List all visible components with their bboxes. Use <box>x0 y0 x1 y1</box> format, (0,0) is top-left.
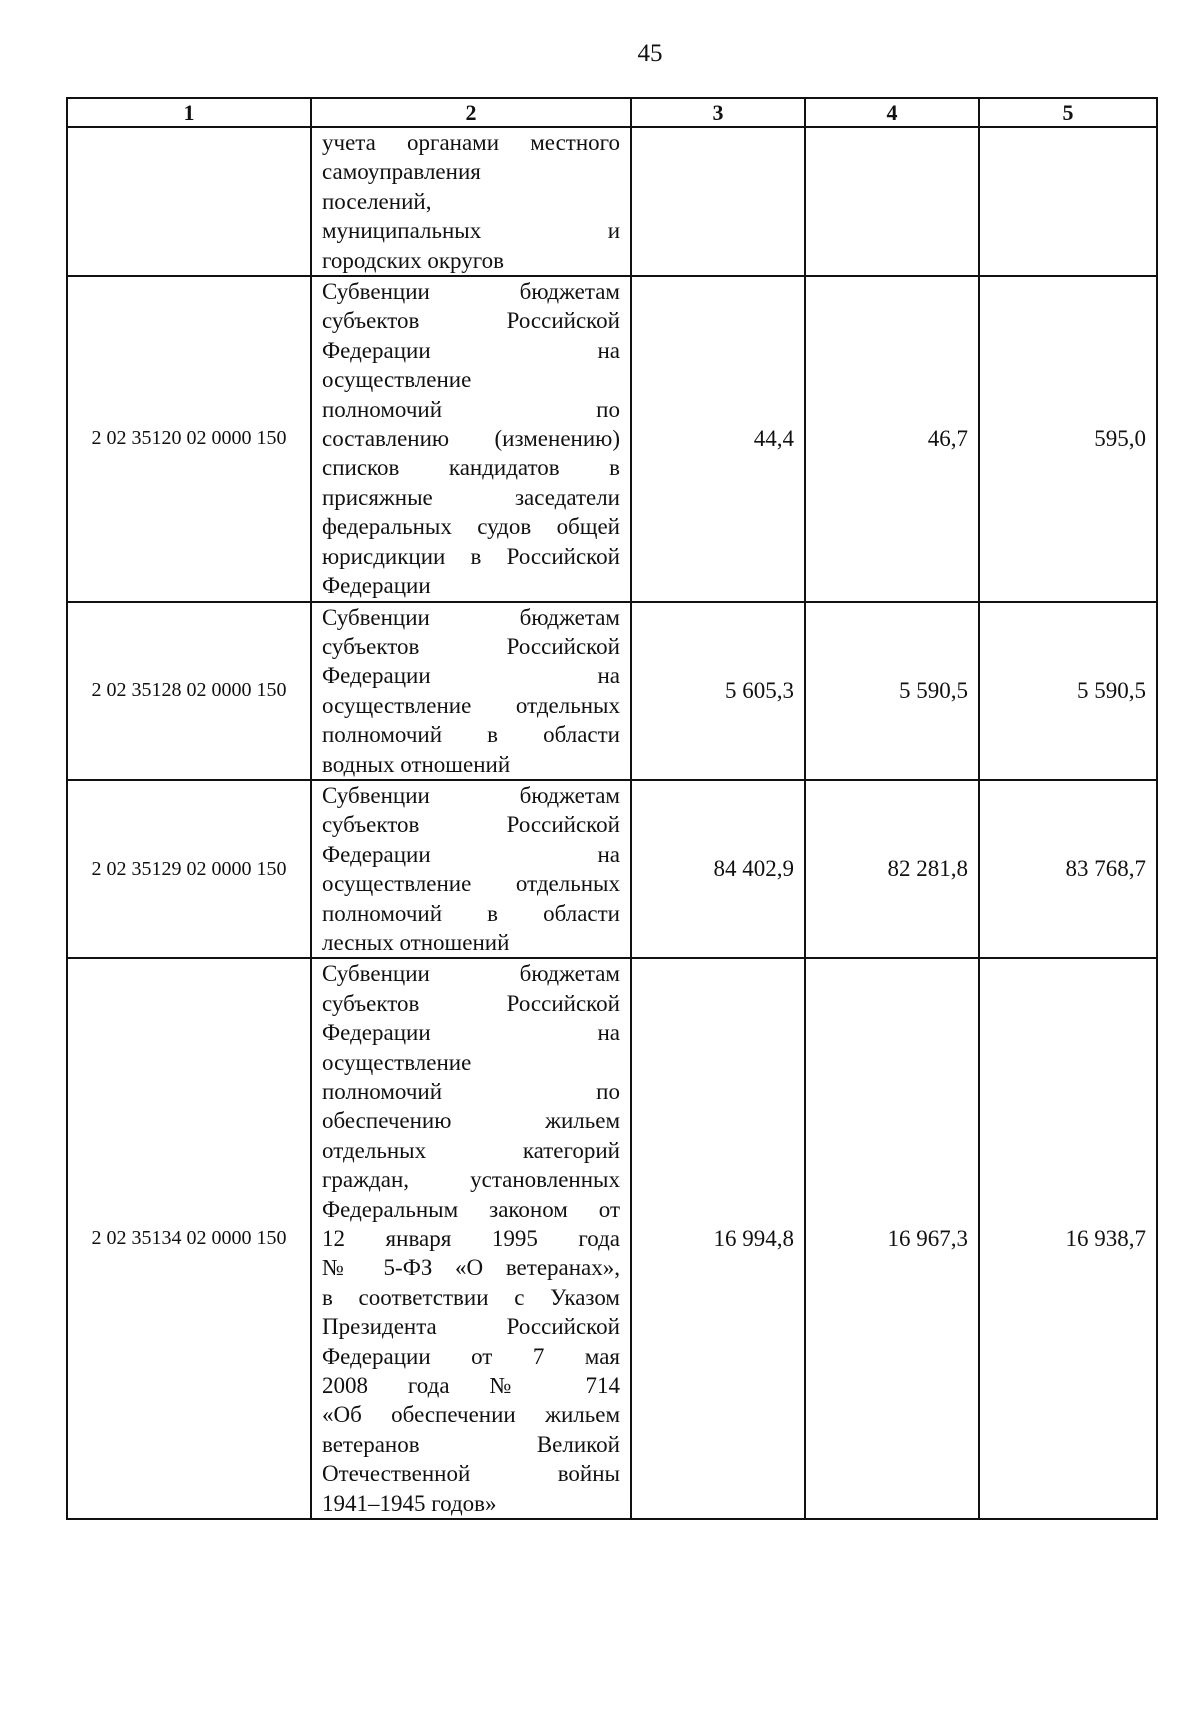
amount-col5: 16 938,7 <box>979 958 1157 1519</box>
name-line: 2008 года № 714 <box>322 1373 620 1399</box>
name-line: субъектов Российской <box>322 308 620 334</box>
revenue-code: 2 02 35134 02 0000 150 <box>67 958 311 1519</box>
name-line: Субвенции бюджетам <box>322 961 620 987</box>
amount-col5: 595,0 <box>979 276 1157 601</box>
amount-col4: 16 967,3 <box>805 958 979 1519</box>
name-line: субъектов Российской <box>322 633 620 659</box>
column-header-3: 3 <box>631 98 805 127</box>
revenue-name <box>311 276 631 601</box>
name-line: юрисдикции в Российской <box>322 543 620 569</box>
name-line: осуществление <box>322 367 472 393</box>
header-row <box>67 98 1157 127</box>
name-line: городских округов <box>322 247 504 273</box>
revenue-code: 2 02 35128 02 0000 150 <box>67 602 311 780</box>
amount-col4 <box>805 127 979 276</box>
amount-col4: 5 590,5 <box>805 602 979 780</box>
name-line: ветеранов Великой <box>322 1431 620 1457</box>
name-line: осуществление <box>322 1049 472 1075</box>
amount-col5 <box>979 127 1157 276</box>
name-line: граждан, установленных <box>322 1167 620 1193</box>
amount-col3: 5 605,3 <box>631 602 805 780</box>
name-line: Федерации на <box>322 337 620 363</box>
name-line: «Об обеспечении жильем <box>322 1402 620 1428</box>
revenue-name <box>311 958 631 1519</box>
table-row <box>67 276 1157 601</box>
name-line: в соответствии с Указом <box>322 1284 620 1310</box>
name-line: полномочий по <box>322 1079 620 1104</box>
name-line: субъектов Российской <box>322 812 620 838</box>
revenue-code: 2 02 35120 02 0000 150 <box>67 276 311 601</box>
name-line: муниципальных и <box>322 218 620 244</box>
table-row <box>67 127 1157 276</box>
name-line: осуществление отдельных <box>322 692 620 718</box>
name-line: Президента Российской <box>322 1314 620 1340</box>
name-line: 12 января 1995 года <box>322 1226 620 1252</box>
table-row <box>67 602 1157 780</box>
revenue-code: 2 02 35129 02 0000 150 <box>67 780 311 958</box>
revenue-name <box>311 780 631 958</box>
amount-col3: 44,4 <box>631 276 805 601</box>
column-header-1: 1 <box>67 98 311 127</box>
name-line: Федерации от 7 мая <box>322 1343 620 1369</box>
name-line: отдельных категорий <box>322 1137 620 1163</box>
name-line: осуществление отдельных <box>322 871 620 897</box>
column-header-2: 2 <box>311 98 631 127</box>
column-header-5: 5 <box>979 98 1157 127</box>
name-line: субъектов Российской <box>322 990 620 1016</box>
name-line: федеральных судов общей <box>322 514 620 540</box>
name-line: Субвенции бюджетам <box>322 604 620 630</box>
name-line: списков кандидатов в <box>322 455 620 481</box>
table-row <box>67 780 1157 958</box>
name-line: Отечественной войны <box>322 1461 620 1487</box>
revenue-name <box>311 602 631 780</box>
name-line: присяжные заседатели <box>322 484 620 510</box>
name-line: Федерации <box>322 573 431 599</box>
name-line: 1941–1945 годов» <box>322 1490 497 1516</box>
name-line: водных отношений <box>322 751 511 777</box>
name-line: Федеральным законом от <box>322 1196 620 1222</box>
name-line: Федерации на <box>322 1020 620 1046</box>
amount-col5: 5 590,5 <box>979 602 1157 780</box>
page-number: 45 <box>637 40 663 67</box>
name-line: Федерации на <box>322 841 620 867</box>
amount-col3: 84 402,9 <box>631 780 805 958</box>
name-line: полномочий в области <box>322 722 620 748</box>
amount-col3: 16 994,8 <box>631 958 805 1519</box>
name-line: самоуправления <box>322 159 481 185</box>
name-line: полномочий по <box>322 396 620 422</box>
revenue-code <box>67 127 311 276</box>
table-row <box>67 958 1157 1519</box>
name-line: обеспечению жильем <box>322 1108 620 1134</box>
column-header-4: 4 <box>805 98 979 127</box>
name-line: Субвенции бюджетам <box>322 279 620 305</box>
name-line: № 5-ФЗ «О ветеранах», <box>322 1255 620 1281</box>
budget-table <box>66 97 1158 1520</box>
revenue-name <box>311 127 631 276</box>
name-line: Федерации на <box>322 663 620 689</box>
name-line: полномочий в области <box>322 900 620 926</box>
amount-col4: 46,7 <box>805 276 979 601</box>
amount-col4: 82 281,8 <box>805 780 979 958</box>
amount-col3 <box>631 127 805 276</box>
amount-col5: 83 768,7 <box>979 780 1157 958</box>
name-line: поселений, <box>322 188 432 214</box>
name-line: учета органами местного <box>322 130 620 155</box>
name-line: составлению (изменению) <box>322 426 620 452</box>
name-line: Субвенции бюджетам <box>322 782 620 808</box>
name-line: лесных отношений <box>322 929 510 955</box>
